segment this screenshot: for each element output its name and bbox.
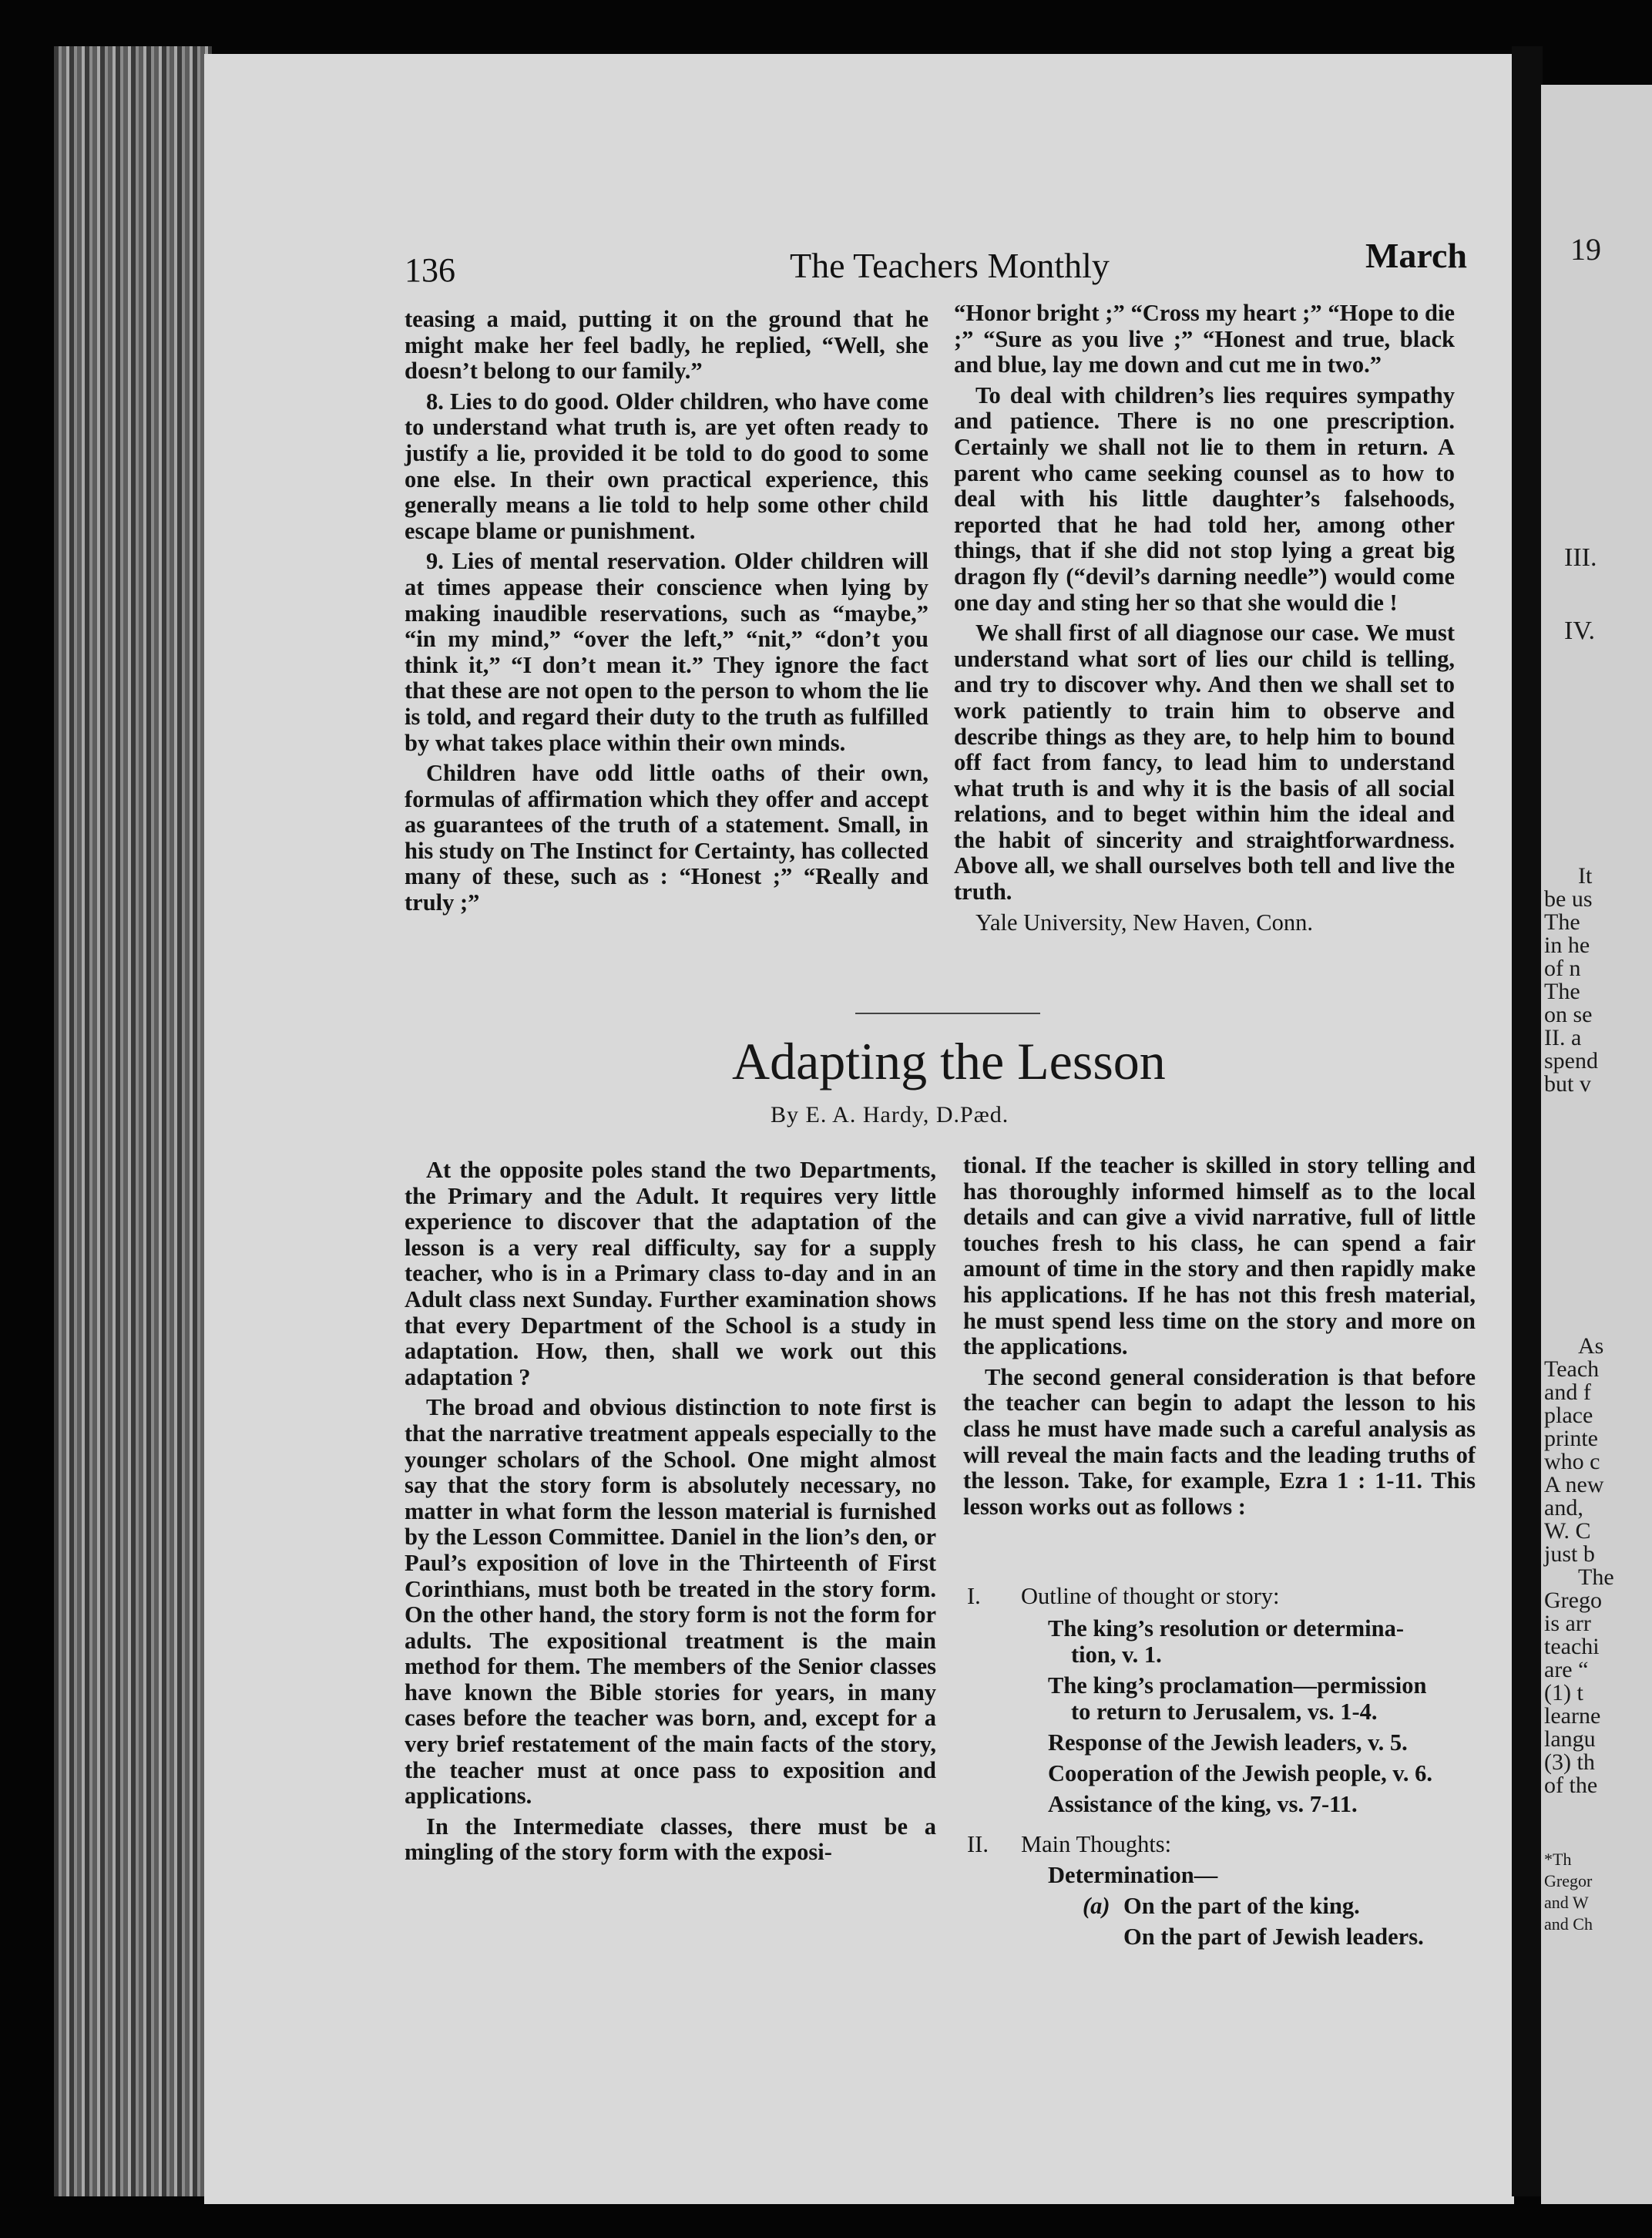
article-title: Adapting the Lesson bbox=[732, 1032, 1166, 1090]
paragraph: teasing a maid, putting it on the ground that he might make her feel badly, he replied, “Well, she doesn’t belong to our family.” bbox=[405, 306, 928, 385]
facing-text-fragment: be us bbox=[1544, 886, 1593, 912]
facing-text-fragment: and, bbox=[1544, 1495, 1583, 1521]
paragraph: To deal with children’s lies requires sympathy and patience. There is no one prescription. Certainly we shall not lie to them in return. A parent who came seeking counsel as to how to deal with his little daughter’s falsehoods, reported that he had told her, among other things, that if she did not stop lying a great big dragon fly (“devil’s darning needle”) would come one day and sting her so that she would die ! bbox=[954, 381, 1455, 616]
facing-text-fragment: *Th bbox=[1544, 1850, 1572, 1869]
facing-text-fragment: and f bbox=[1544, 1379, 1591, 1405]
facing-text-fragment: Teach bbox=[1544, 1356, 1600, 1382]
paragraph: In the Intermediate classes, there must be a mingling of the story form with the exposi- bbox=[405, 1813, 936, 1866]
book-gutter bbox=[1512, 46, 1543, 2196]
facing-text-fragment: in he bbox=[1544, 932, 1590, 958]
facing-text-fragment: printe bbox=[1544, 1426, 1598, 1451]
paragraph: “Honor bright ;” “Cross my heart ;” “Hope to die ;” “Sure as you live ;” “Honest and true, black and blue, lay me down and cut me in two.” bbox=[954, 300, 1455, 378]
outline-heading-ii: Main Thoughts: bbox=[1021, 1831, 1172, 1857]
facing-text-fragment: The bbox=[1544, 909, 1580, 935]
facing-text-fragment: langu bbox=[1544, 1726, 1596, 1752]
facing-text-fragment: of n bbox=[1544, 956, 1581, 981]
paragraph: The broad and obvious distinction to note first is that the narrative treatment appeals especially to the younger scholars of the School. One might almost say that the story form is absolutely necessary, no matter in what form the lesson material is furnished by the Lesson Committee. Daniel in the lion’s den, or Paul’s exposition of love in the Thirteenth of First Corinthians, must both be treated in the story form. On the other hand, the story form is not the form for adults. The expositional treatment is the main method for them. The members of the Senior classes have known the Bible stories for years, in many cases before the teacher was born, and, except for a very brief restatement of the main facts of the story, the teacher must at once pass to exposition and applications. bbox=[405, 1394, 936, 1810]
facing-text-fragment: Gregor bbox=[1544, 1871, 1593, 1890]
page-number: 136 bbox=[405, 251, 455, 289]
journal-title: The Teachers Monthly bbox=[790, 246, 1110, 285]
facing-text-fragment: (1) t bbox=[1544, 1680, 1583, 1705]
facing-text-fragment: but v bbox=[1544, 1071, 1591, 1097]
facing-text-fragment: (3) th bbox=[1544, 1749, 1595, 1775]
paragraph: At the opposite poles stand the two Departments, the Primary and the Adult. It requires very little experience to discover that the adaptation of the lesson is a very real difficulty, say for a supply teacher, who is in a Primary class to-day and in an Adult class next Sunday. Further examination shows that every Department of the School is a study in adaptation. How, then, shall we work out this adaptation ? bbox=[405, 1157, 936, 1390]
paragraph: We shall first of all diagnose our case. We must understand what sort of lies our child is telling, and try to discover why. And then we shall set to work patiently to train him to observe and describe things as they are, to help him to bound off fact from fancy, to lead him to understand what truth is and why it is the basis of all social relations, and to beget within him the ideal and the habit of sincerity and straightforwardness. Above all, we shall ourselves both tell and live the truth. bbox=[954, 620, 1455, 906]
right-column-bottom bbox=[963, 1153, 1476, 1524]
header-month: March bbox=[1365, 236, 1468, 275]
outline-heading-i: Outline of thought or story: bbox=[1021, 1583, 1280, 1609]
paragraph: Children have odd little oaths of their own, formulas of affirmation which they offer and accept as guarantees of the truth of a statement. Small, in his study on The Instinct for Certainty, has collected many of these, such as : “Honest ;” “Really and truly ;” bbox=[405, 760, 928, 916]
lesson-outline bbox=[967, 1584, 1476, 2015]
book-page-edges bbox=[54, 46, 212, 2196]
facing-text-fragment: A new bbox=[1544, 1472, 1604, 1497]
facing-page bbox=[1541, 85, 1652, 2204]
outline-sub-item: On the part of Jewish leaders. bbox=[1123, 1924, 1424, 1950]
facing-text-fragment: teachi bbox=[1544, 1634, 1600, 1659]
signoff: Yale University, New Haven, Conn. bbox=[975, 909, 1313, 936]
left-column-top bbox=[405, 307, 928, 921]
facing-text-fragment: place bbox=[1544, 1403, 1593, 1428]
article-byline: By E. A. Hardy, D.Pæd. bbox=[771, 1102, 1009, 1127]
facing-text-fragment: spend bbox=[1544, 1048, 1598, 1074]
outline-item: tion, v. 1. bbox=[1071, 1642, 1162, 1668]
left-column-bottom bbox=[405, 1158, 936, 1870]
facing-text-fragment: It bbox=[1578, 863, 1593, 889]
outline-item: Response of the Jewish leaders, v. 5. bbox=[1048, 1729, 1408, 1756]
right-column-top bbox=[954, 301, 1455, 940]
paragraph: 9. Lies of mental reservation. Older children will at times appease their conscience when lying by making inaudible reservations, such as “maybe,” “in my mind,” “over the left,” “nit,” “don’t you think it,” “I don’t mean it.” They ignore the fact that these are not open to the person to whom the lie is told, and regard their duty to the truth as fulfilled by what takes place within their own minds. bbox=[405, 548, 928, 756]
facing-roman-iv: IV. bbox=[1564, 617, 1595, 645]
facing-page-number: 19 bbox=[1570, 232, 1601, 267]
facing-text-fragment: just b bbox=[1544, 1541, 1595, 1567]
facing-text-fragment: II. a bbox=[1544, 1025, 1582, 1050]
paragraph: tional. If the teacher is skilled in story telling and has thoroughly informed himself as to the local details and can give a vivid narrative, full of little touches fresh to his class, he can spend a fair amount of time in the story and then rapidly make his applications. If he has not this fresh material, he must spend less time on the story and more on the applications. bbox=[963, 1152, 1476, 1360]
paragraph: 8. Lies to do good. Older children, who have come to understand what truth is, are yet often ready to justify a lie, provided it be told to do good to some one else. In their own practical experience, this generally means a lie told to help some other child escape blame or punishment. bbox=[405, 388, 928, 544]
facing-text-fragment: learne bbox=[1544, 1703, 1601, 1729]
facing-text-fragment: who c bbox=[1544, 1449, 1600, 1474]
outline-item: The king’s resolution or determina- bbox=[1048, 1615, 1405, 1642]
outline-item: to return to Jerusalem, vs. 1-4. bbox=[1071, 1699, 1378, 1725]
facing-text-fragment: is arr bbox=[1544, 1611, 1591, 1636]
facing-text-fragment: and W bbox=[1544, 1893, 1589, 1912]
section-divider bbox=[855, 1013, 1040, 1014]
facing-text-fragment: on se bbox=[1544, 1002, 1593, 1027]
outline-determination: Determination— bbox=[1048, 1862, 1218, 1888]
outline-item: Cooperation of the Jewish people, v. 6. bbox=[1048, 1760, 1433, 1786]
facing-text-fragment: The bbox=[1544, 979, 1580, 1004]
facing-text-fragment: of the bbox=[1544, 1773, 1598, 1798]
outline-item: The king’s proclamation—permission bbox=[1048, 1672, 1427, 1699]
facing-text-fragment: and Ch bbox=[1544, 1914, 1593, 1934]
facing-text-fragment: W. C bbox=[1544, 1518, 1591, 1544]
facing-text-fragment: The bbox=[1578, 1564, 1614, 1590]
outline-item: Assistance of the king, vs. 7-11. bbox=[1048, 1791, 1358, 1817]
outline-label-a: (a) bbox=[1083, 1893, 1110, 1919]
facing-text-fragment: Grego bbox=[1544, 1588, 1602, 1613]
outline-label-ii: II. bbox=[967, 1831, 989, 1857]
paragraph: The second general consideration is that before the teacher can begin to adapt the lesson to his class he must have made such a careful analysis as will reveal the main facts and the leading truths of the lesson. Take, for example, Ezra 1 : 1-11. This lesson works out as follows : bbox=[963, 1363, 1476, 1520]
facing-text-fragment: As bbox=[1578, 1333, 1604, 1359]
outline-sub-item: On the part of the king. bbox=[1123, 1893, 1360, 1919]
facing-text-fragment: are “ bbox=[1544, 1657, 1589, 1682]
facing-roman-iii: III. bbox=[1564, 543, 1597, 572]
outline-label-i: I. bbox=[967, 1583, 981, 1609]
